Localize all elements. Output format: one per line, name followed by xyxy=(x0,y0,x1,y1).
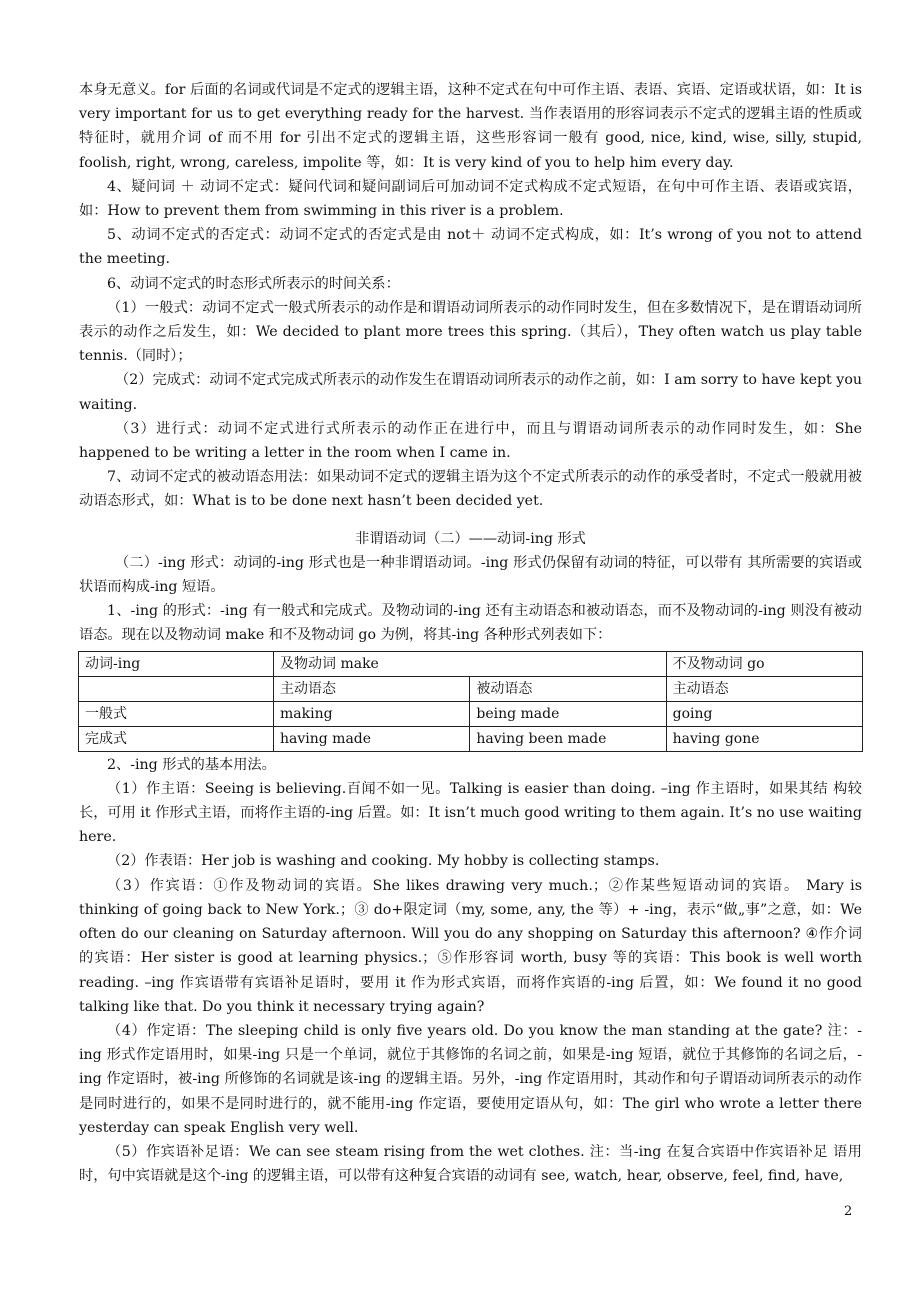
table-cell: 一般式 xyxy=(79,701,274,726)
table-subheader-cell: 主动语态 xyxy=(666,676,862,701)
paragraph-usage-complement: （5）作宾语补足语：We can see steam rising from the wet clothes. 注：当-ing 在复合宾语中作宾语补足 语用时，句中宾语就是这个-ing 的逻辑主语，可以带有这种复合宾语的动词有 see, watch, hear, observe, feel, find, have, xyxy=(79,1143,862,1185)
table-header-cell: 动词-ing xyxy=(79,651,274,676)
table-cell: having been made xyxy=(470,726,666,751)
page-content xyxy=(79,78,862,1188)
table-cell: making xyxy=(274,701,470,726)
paragraph-usage-subject: （1）作主语：Seeing is believing.百闻不如一见。Talking is easier than doing. –ing 作主语时，如果其结 构较长，可用 it 作形式主语，而将作主语的-ing 后置。如：It isn’t much good writing to them again. It’s no use waiting here. xyxy=(79,780,862,846)
paragraph-6-2: （2）完成式：动词不定式完成式所表示的动作发生在谓语动词所表示的动作之前，如：I am sorry to have kept you waiting. xyxy=(79,372,862,413)
paragraph-for-logical-subject: 本身无意义。for 后面的名词或代词是不定式的逻辑主语，这种不定式在句中可作主语、表语、宾语、定语或状语，如：It is very important for us to get everything ready for the harvest. 当作表语用的形容词表示不定式的逻辑主语的性质或特征时，就用介词 of 而不用 for 引出不定式的逻辑主语，这些形容词一般有 good, nice, kind, wise, silly, stupid, foolish, right, wrong, careless, impolite 等，如：It is very kind of you to help him every day. xyxy=(79,82,862,171)
table-subheader-cell: 主动语态 xyxy=(274,676,470,701)
paragraph-usage-object: （3）作宾语：①作及物动词的宾语。She likes drawing very much.；②作某些短语动词的宾语。 Mary is thinking of going back to New York.；③ do+限定词（my, some, any, the 等）+ -ing，表示“做„事”之意，如：We often do our cleaning on Saturday afternoon. Will you do any shopping on Saturday this afternoon? ④作介词的宾语：Her sister is good at learning physics.；⑤作形容词 worth, busy 等的宾语：This book is well worth reading. –ing 作宾语带有宾语补足语时，要用 it 作为形式宾语，而将作宾语的-ing 后置，如：We found it no good talking like that. Do you think it necessary trying again? xyxy=(79,877,862,1015)
table-cell: having made xyxy=(274,726,470,751)
paragraph-point-6: 6、动词不定式的时态形式所表示的时间关系： xyxy=(107,275,400,292)
table-cell: having gone xyxy=(666,726,862,751)
table-row xyxy=(79,701,863,726)
table-header-cell: 及物动词 make xyxy=(274,651,667,676)
ing-forms-table xyxy=(78,651,863,752)
table-cell: going xyxy=(666,701,862,726)
paragraph-point-5: 5、动词不定式的否定式：动词不定式的否定式是由 not＋ 动词不定式构成，如：It’s wrong of you not to attend the meeting. xyxy=(79,227,862,268)
paragraph-6-1: （1）一般式：动词不定式一般式所表示的动作是和谓语动词所表示的动作同时发生，但在多数情况下，是在谓语动词所表示的动作之后发生，如：We decided to plant more trees this spring.（其后），They often watch us play table tennis.（同时）； xyxy=(79,299,862,365)
page-number: 2 xyxy=(844,1204,853,1219)
table-subheader-cell: 被动语态 xyxy=(470,676,666,701)
paragraph-usage-predicative: （2）作表语：Her job is washing and cooking. My hobby is collecting stamps. xyxy=(107,853,660,870)
table-cell xyxy=(79,676,274,701)
paragraph-ing-intro: （二）-ing 形式：动词的-ing 形式也是一种非谓语动词。-ing 形式仍保留有动词的特征，可以带有 其所需要的宾语或状语而构成-ing 短语。 xyxy=(79,554,862,596)
table-cell: 完成式 xyxy=(79,726,274,751)
paragraph-6-3: （3）进行式：动词不定式进行式所表示的动作正在进行中，而且与谓语动词所表示的动作同时发生，如：She happened to be writing a letter in the room when I came in. xyxy=(79,420,862,462)
paragraph-ing-forms: 1、-ing 的形式：-ing 有一般式和完成式。及物动词的-ing 还有主动语态和被动语态，而不及物动词的-ing 则没有被动语态。现在以及物动词 make 和不及物动词 go 为例，将其-ing 各种形式列表如下： xyxy=(79,603,862,644)
paragraph-point-7: 7、动词不定式的被动语态用法：如果动词不定式的逻辑主语为这个不定式所表示的动作的承受者时，不定式一般就用被动语态形式，如：What is to be done next hasn’t been decided yet. xyxy=(79,469,862,510)
section-title: 非谓语动词（二）——动词-ing 形式 xyxy=(355,530,586,547)
table-cell: being made xyxy=(470,701,666,726)
paragraph-usage-attributive: （4）作定语：The sleeping child is only five years old. Do you know the man standing at the gate? 注：-ing 形式作定语用时，如果-ing 只是一个单词，就位于其修饰的名词之前，如果是-ing 短语，就位于其修饰的名词之后，-ing 作定语时，被-ing 所修饰的名词就是该-ing 的逻辑主语。另外，-ing 作定语用时，其动作和句子谓语动词所表示的动作是同时进行的，如果不是同时进行的，就不能用-ing 作定语，要使用定语从句，如：The girl who wrote a letter there yesterday can speak English very well. xyxy=(79,1022,862,1136)
paragraph-point-4: 4、疑问词 ＋ 动词不定式：疑问代词和疑问副词后可加动词不定式构成不定式短语，在句中可作主语、表语或宾语，如：How to prevent them from swimming in this river is a problem. xyxy=(79,178,862,220)
table-row xyxy=(79,726,863,751)
table-header-row xyxy=(79,651,863,676)
table-subheader-row xyxy=(79,676,863,701)
table-header-cell: 不及物动词 go xyxy=(666,651,862,676)
paragraph-ing-usage: 2、-ing 形式的基本用法。 xyxy=(107,756,276,773)
